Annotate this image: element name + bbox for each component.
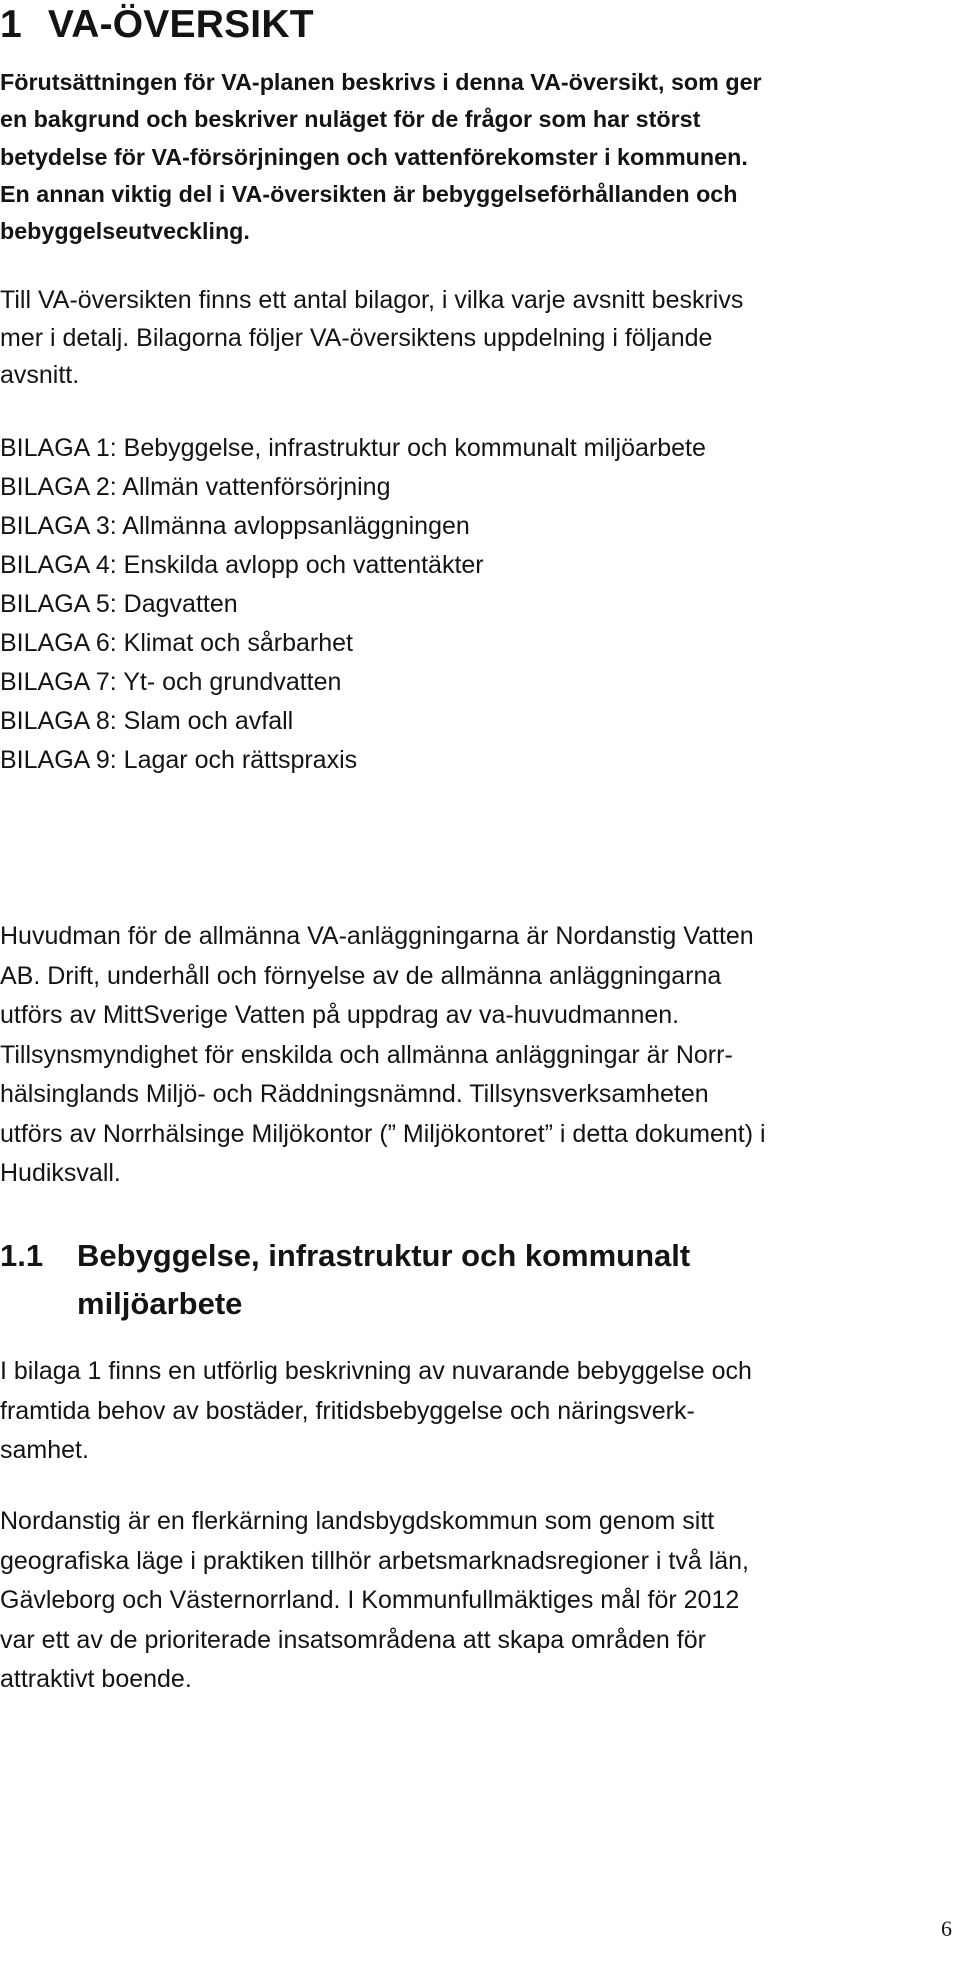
page-number: 6: [941, 1916, 952, 1941]
paragraph-line: utförs av Norrhälsinge Miljökontor (” Miljökontoret” i detta dokument) i: [0, 1119, 766, 1148]
bilaga1-paragraph: [0, 1352, 960, 1471]
bilaga-item: BILAGA 5: Dagvatten: [0, 590, 238, 618]
heading-1-number: 1: [0, 3, 22, 46]
paragraph-line: framtida behov av bostäder, fritidsbebyggelse och näringsverk-: [0, 1396, 695, 1425]
heading-2-number: 1.1: [0, 1238, 44, 1273]
bilaga-item: BILAGA 9: Lagar och rättspraxis: [0, 746, 358, 774]
paragraph-line: utförs av MittSverige Vatten på uppdrag av va-huvudmannen.: [0, 1001, 680, 1029]
intro-line: En annan viktig del i VA-översikten är bebyggelseförhållanden och: [0, 180, 738, 207]
paragraph-line: samhet.: [0, 1436, 89, 1464]
paragraph-line: I bilaga 1 finns en utförlig beskrivning av nuvarande bebyggelse och: [0, 1357, 752, 1385]
bilaga-item: BILAGA 2: Allmän vattenförsörjning: [0, 473, 391, 501]
paragraph-line: AB. Drift, underhåll och förnyelse av de allmänna anläggningarna: [0, 961, 722, 990]
bilaga-list: [0, 429, 706, 780]
heading-2-title: [77, 1232, 877, 1328]
intro-line: bebyggelseutveckling.: [0, 218, 250, 245]
paragraph-line: hälsinglands Miljö- och Räddningsnämnd. Tillsynsverksamheten: [0, 1080, 709, 1108]
paragraph-line: Nordanstig är en flerkärning landsbygdskommun som genom sitt: [0, 1507, 715, 1535]
huvudman-paragraph: [0, 917, 960, 1194]
intro-paragraph: [0, 64, 960, 250]
bilaga-item: BILAGA 3: Allmänna avloppsanläggningen: [0, 512, 470, 540]
paragraph-line: mer i detalj. Bilagorna följer VA-översiktens uppdelning i följande: [0, 323, 713, 352]
paragraph-line: attraktivt boende.: [0, 1665, 192, 1693]
paragraph-line: geografiska läge i praktiken tillhör arbetsmarknadsregioner i två län,: [0, 1546, 749, 1575]
heading-1: [0, 0, 314, 50]
paragraph-line: avsnitt.: [0, 361, 80, 389]
heading-1-title: VA-ÖVERSIKT: [47, 3, 314, 46]
intro-line: betydelse för VA-försörjningen och vattenförekomster i kommunen.: [0, 143, 748, 170]
bilaga-item: BILAGA 8: Slam och avfall: [0, 707, 294, 735]
intro-line: en bakgrund och beskriver nuläget för de frågor som har störst: [0, 106, 701, 133]
paragraph-line: Huvudman för de allmänna VA-anläggningarna är Nordanstig Vatten: [0, 922, 754, 950]
bilaga-item: BILAGA 6: Klimat och sårbarhet: [0, 629, 353, 657]
heading-2-title-line: Bebyggelse, infrastruktur och kommunalt: [77, 1238, 691, 1273]
bilaga-item: BILAGA 4: Enskilda avlopp och vattentäkter: [0, 551, 484, 579]
paragraph-line: Tillsynsmyndighet för enskilda och allmänna anläggningar är Norr-: [0, 1040, 733, 1069]
paragraph-line: var ett av de prioriterade insatsområdena att skapa områden för: [0, 1625, 706, 1654]
nordanstig-paragraph: [0, 1502, 960, 1700]
bilaga-item: BILAGA 7: Yt- och grundvatten: [0, 668, 342, 696]
intro-line: Förutsättningen för VA-planen beskrivs i denna VA-översikt, som ger: [0, 69, 762, 95]
paragraph-line: Gävleborg och Västernorrland. I Kommunfullmäktiges mål för 2012: [0, 1586, 740, 1614]
paragraph-line: Till VA-översikten finns ett antal bilagor, i vilka varje avsnitt beskrivs: [0, 286, 744, 314]
paragraph-line: Hudiksvall.: [0, 1159, 121, 1187]
bilagor-intro-paragraph: [0, 282, 960, 395]
bilaga-item: BILAGA 1: Bebyggelse, infrastruktur och kommunalt miljöarbete: [0, 434, 706, 462]
heading-2-title-line: miljöarbete: [77, 1286, 243, 1321]
